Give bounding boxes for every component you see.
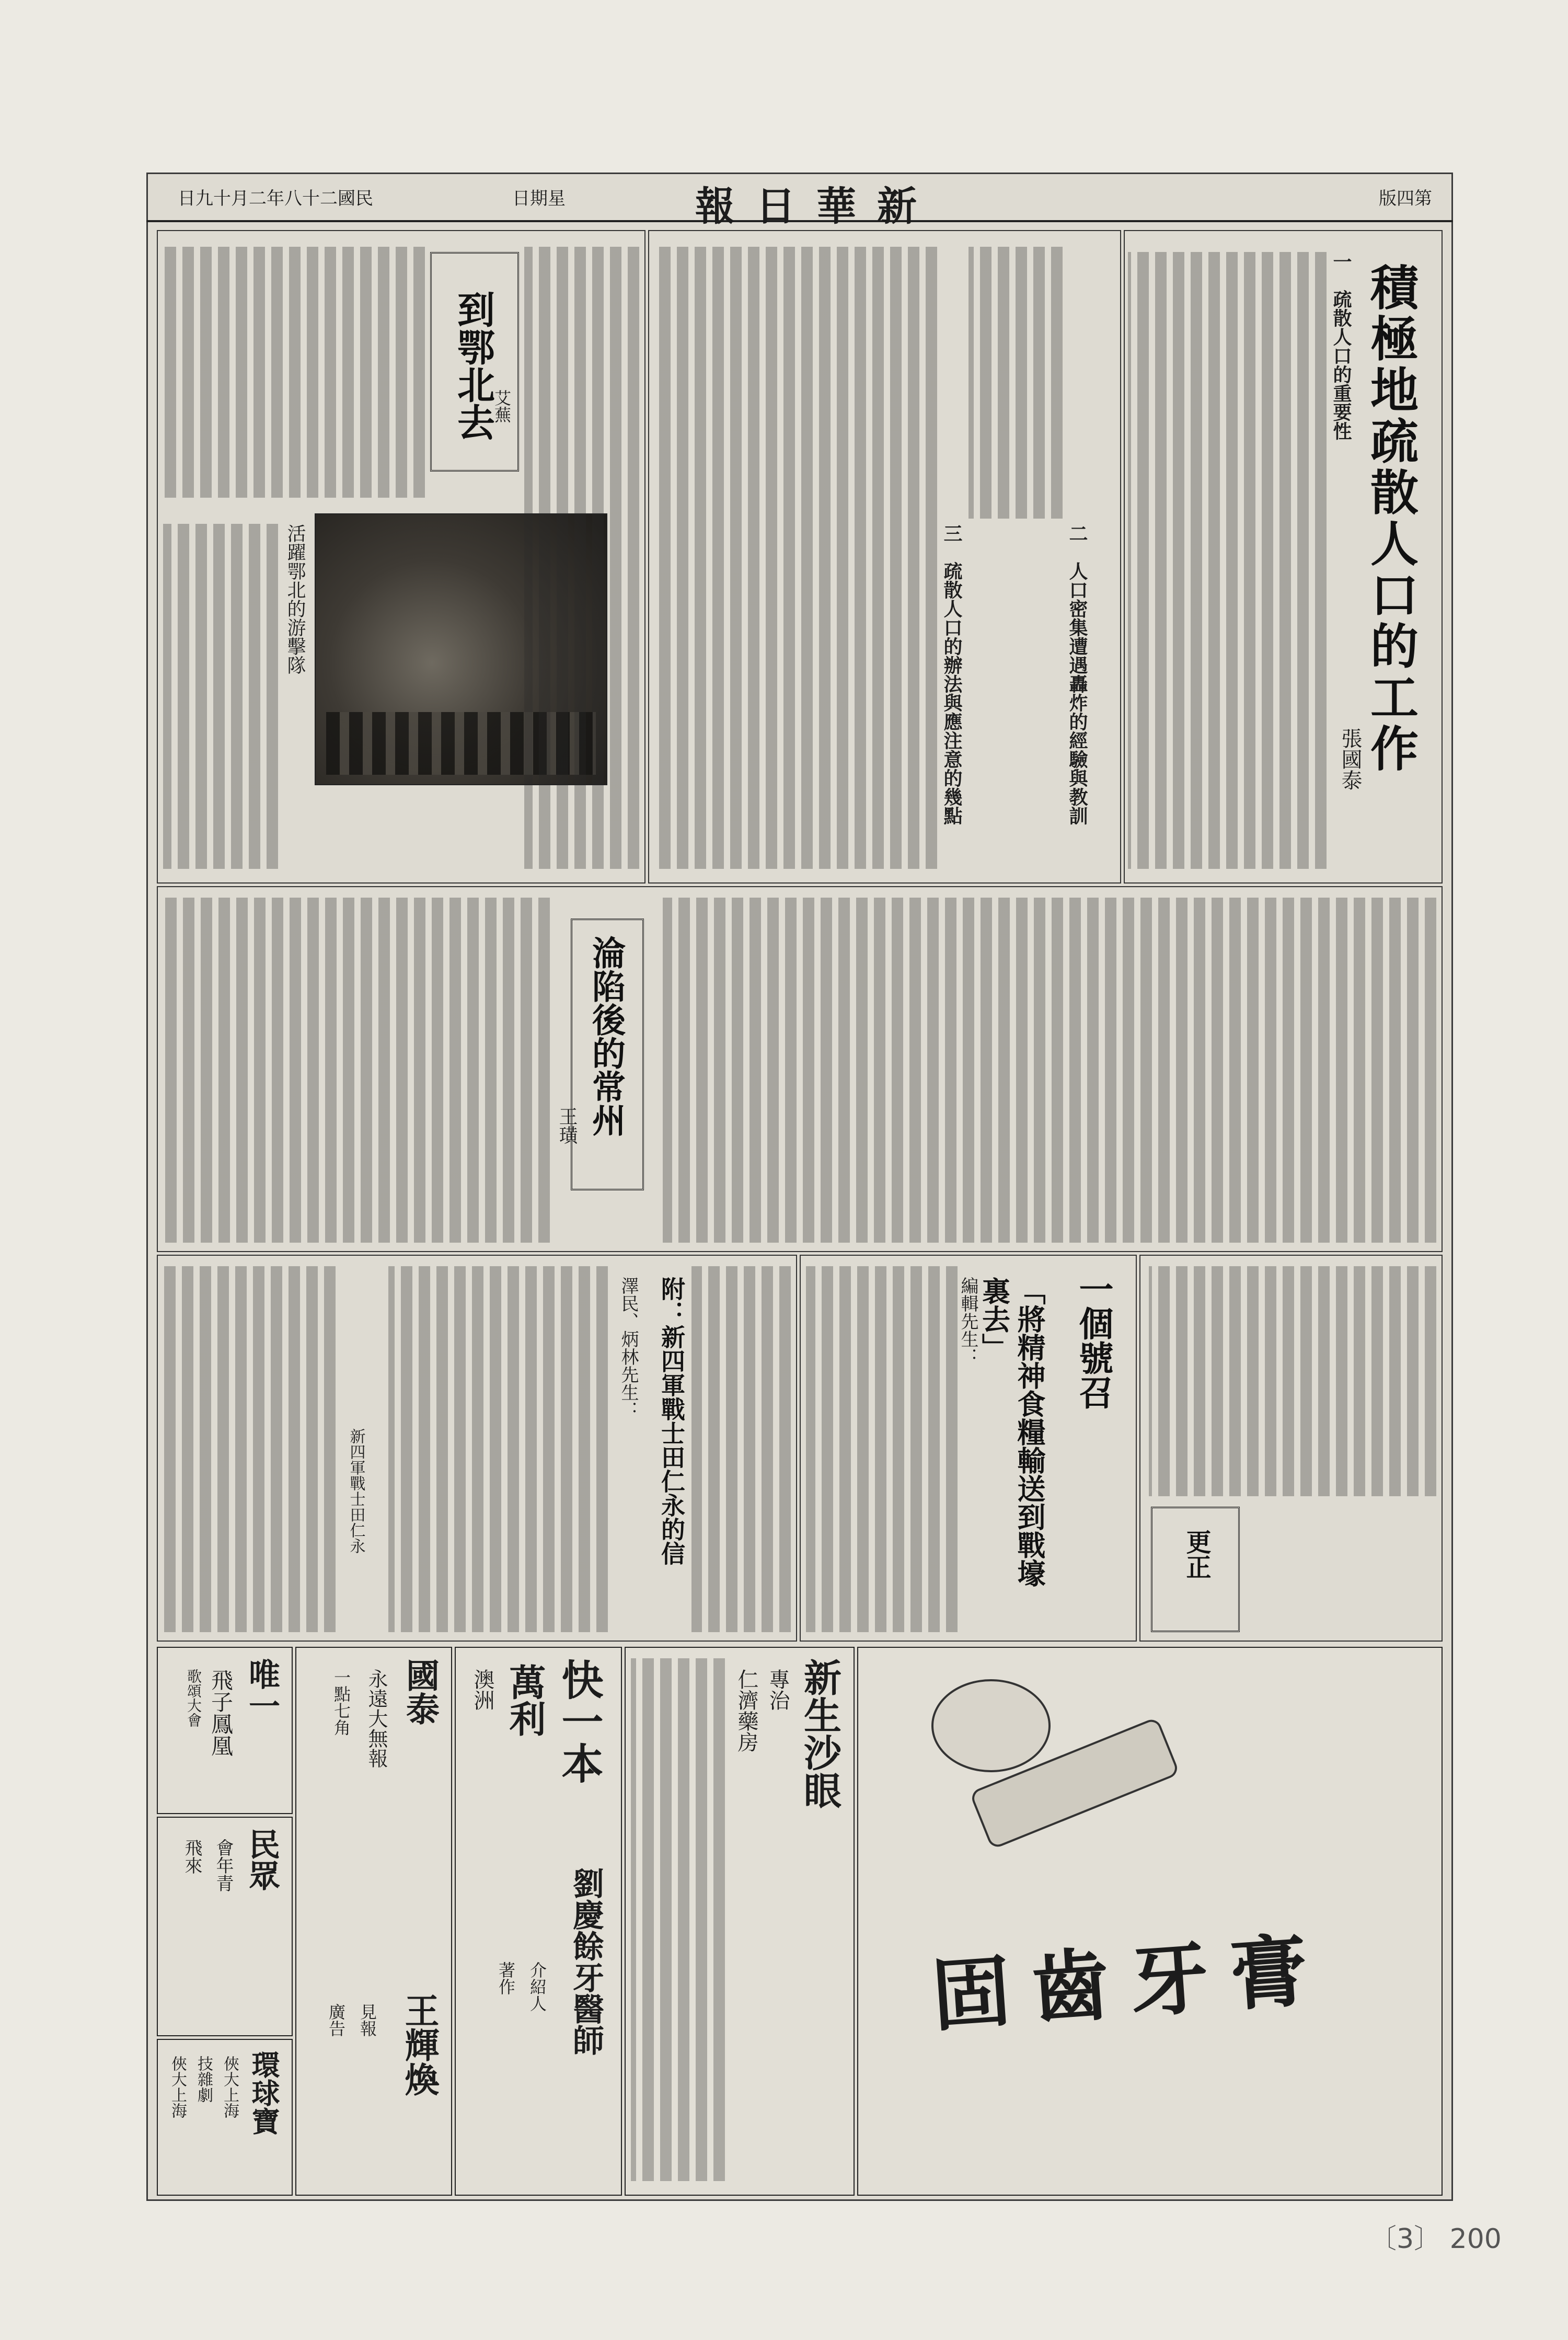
article-main-byline: 張國泰 (1338, 728, 1362, 790)
ad-kuai-yi-ben-line-2: 澳洲 (470, 1669, 494, 1711)
ad-weiyi (157, 1647, 293, 1814)
article-ebei-photo-caption: 活躍鄂北的游擊隊 (284, 524, 306, 674)
masthead-title: 報日華新 (695, 183, 938, 230)
article-appeal (800, 1255, 1137, 1642)
article-letter-greeting: 澤民、炳林先生： (618, 1277, 639, 1419)
article-appeal-body (806, 1266, 958, 1632)
ad-dentist-line-1: 介紹人 (527, 1962, 547, 2012)
article-main-section-3: 三 疏散人口的辦法與應注意的幾點 (941, 524, 963, 825)
article-ebei-body-2 (164, 247, 425, 498)
article-correction-area (1139, 1255, 1443, 1642)
article-ebei-body-3 (163, 524, 278, 869)
correction-area-body (1149, 1266, 1436, 1496)
article-main-body (1128, 252, 1327, 869)
toothpaste-tin-icon (931, 1679, 1051, 1772)
page-index: 〔3〕 200 (1369, 2223, 1502, 2255)
article-main-body-3 (655, 247, 937, 869)
ad-shayan-name: 新生沙眼 (798, 1658, 842, 1809)
ad-guotai-line-1: 永遠大無報 (365, 1669, 388, 1768)
ad-huanqiu-line-3: 俠大上海 (168, 2056, 187, 2118)
article-main (1124, 230, 1443, 884)
ad-kuai-yi-ben (455, 1647, 622, 2196)
article-changzhou-body-left (163, 898, 550, 1243)
article-main-section-2: 二 人口密集遭遇轟炸的經驗與教訓 (1066, 524, 1088, 825)
ad-minzhong-line-1: 會年青 (213, 1839, 234, 1892)
article-appeal-subheadline: 「將精神食糧輸送到戰壕裏去」 (977, 1277, 1046, 1587)
masthead (146, 173, 1453, 230)
ad-minzhong-name: 民眾 (244, 1828, 280, 1891)
article-changzhou (157, 886, 1443, 1252)
masthead-date: 日九十月二年八十二國民 (178, 188, 373, 209)
article-appeal-greeting: 編輯先生： (958, 1277, 978, 1366)
article-changzhou-body-right (663, 898, 1436, 1243)
ad-weiyi-name: 唯一 (244, 1658, 280, 1721)
ad-wanghuihuan-line-1: 見報 (358, 2003, 377, 2037)
ad-huanqiu (157, 2039, 293, 2196)
ad-minzhong (157, 1817, 293, 2036)
ad-weiyi-line-1: 飛子鳳凰 (208, 1669, 234, 1757)
ad-minzhong-line-2: 飛來 (181, 1839, 202, 1874)
ad-dentist-name: 劉慶餘牙醫師 (568, 1867, 604, 2056)
ad-kuai-yi-ben-name: 快一本 (555, 1658, 604, 1784)
article-ebei-headline: 到鄂北去 (451, 290, 495, 441)
ad-toothpaste (857, 1647, 1443, 2196)
ad-wanghuihuan-name: 王輝煥 (399, 1993, 440, 2096)
article-letter-body-3 (163, 1266, 336, 1632)
ad-shayan-line-2: 仁濟藥房 (734, 1669, 758, 1752)
ad-guotai-name: 國泰 (400, 1658, 440, 1725)
article-changzhou-headline: 淪陷後的常州 (586, 936, 626, 1137)
article-ebei (157, 230, 645, 884)
article-changzhou-byline: 王璜 (556, 1107, 578, 1144)
ad-huanqiu-line-2: 技雜劇 (194, 2056, 213, 2103)
ad-huanqiu-name: 環球寶 (247, 2050, 281, 2135)
article-letter-signature: 新四軍戰士田仁永 (347, 1428, 365, 1554)
ad-weiyi-line-2: 歌頌大會 (185, 1669, 202, 1727)
article-main-body-2 (969, 247, 1063, 519)
article-changzhou-title-box (571, 919, 644, 1190)
ad-huanqiu-line-1: 俠大上海 (221, 2056, 239, 2118)
article-main-continued (648, 230, 1121, 884)
article-ebei-title-box (430, 252, 519, 472)
ad-shayan (625, 1647, 855, 2196)
correction-headline: 更正 (1182, 1529, 1211, 1579)
article-letter-headline: 附：新四軍戰士田仁永的信 (658, 1277, 686, 1565)
article-ebei-body-1 (524, 247, 639, 869)
article-ebei-byline: 艾蕪 (492, 389, 512, 423)
ad-guotai (295, 1647, 452, 2196)
ad-wanghuihuan-line-2: 廣告 (326, 2003, 346, 2037)
article-appeal-headline: 一個號召 (1073, 1271, 1114, 1409)
masthead-page-number: 版四第 (1379, 188, 1432, 209)
ad-guotai-line-2: 一點七角 (331, 1669, 351, 1736)
ad-shayan-line-1: 專治 (766, 1669, 790, 1711)
ad-kuai-yi-ben-line-1: 萬利 (503, 1664, 547, 1737)
ad-shayan-body (631, 1658, 725, 2181)
article-main-headline: 積極地疏散人口的工作 (1363, 262, 1419, 775)
article-letter-body-1 (691, 1266, 791, 1632)
masthead-weekday: 日期星 (512, 188, 566, 209)
correction-box (1151, 1507, 1240, 1632)
ad-toothpaste-name: 固齒牙膏 (929, 1923, 1332, 2043)
ad-dentist-line-2: 著作 (496, 1962, 516, 1995)
article-main-section-1: 一 疏散人口的重要性 (1330, 252, 1352, 440)
article-letter-body-2 (388, 1266, 608, 1632)
article-letter (157, 1255, 797, 1642)
